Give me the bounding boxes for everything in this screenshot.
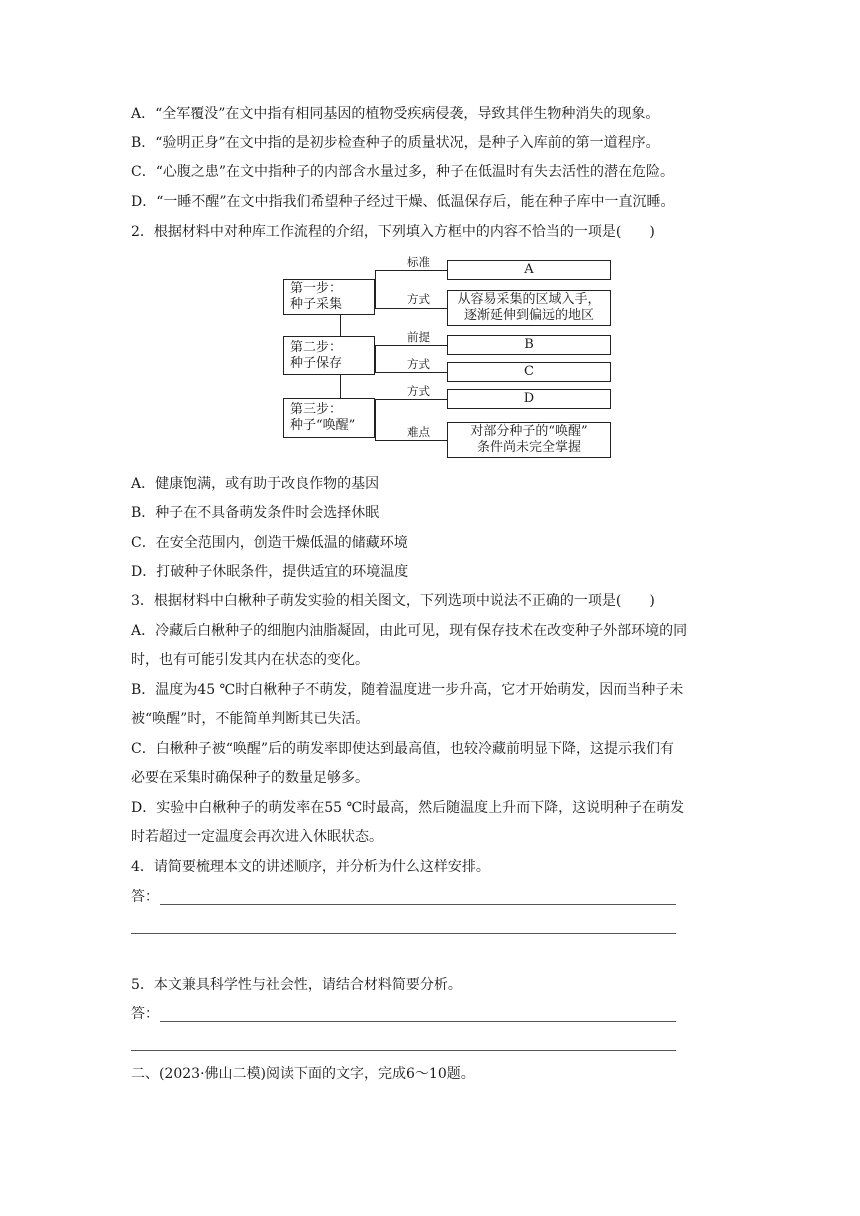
q4-answer-line-1[interactable] xyxy=(160,904,676,905)
label-standard: 标准 xyxy=(407,255,430,269)
q2-option-c: C．在安全范围内，创造干燥低温的储藏环境 xyxy=(131,535,408,551)
q1-option-b: B．“验明正身”在文中指的是初步检查种子的质量状况，是种子入库前的第一道程序。 xyxy=(131,135,660,151)
workflow-diagram xyxy=(283,254,613,464)
box-method-1-line-2: 逐渐延伸到偏远的地区 xyxy=(463,308,594,323)
q5-answer-label: 答： xyxy=(131,1006,159,1022)
q2-option-d: D．打破种子休眠条件，提供适宜的环境温度 xyxy=(131,564,409,580)
q1-option-a: A．“全军覆没”在文中指有相同基因的植物受疾病侵袭，导致其伴生物种消失的现象。 xyxy=(131,106,660,122)
q3-line-6: 必要在采集时确保种子的数量足够多。 xyxy=(131,770,369,786)
box-a: A xyxy=(447,260,611,280)
box-difficulty-line-2: 条件尚未完全掌握 xyxy=(476,440,581,455)
box-d: D xyxy=(447,389,611,409)
q2-option-b: B．种子在不具备萌发条件时会选择休眠 xyxy=(131,505,380,521)
q4-stem: 4．请简要梳理本文的讲述顺序，并分析为什么这样安排。 xyxy=(131,859,490,875)
q5-stem: 5．本文兼具科学性与社会性，请结合材料简要分析。 xyxy=(131,977,462,993)
step3-box xyxy=(283,398,375,438)
box-difficulty xyxy=(447,422,611,458)
step2-title: 第二步： xyxy=(290,339,343,355)
q4-answer-line-2[interactable] xyxy=(131,933,676,934)
q3-line-7: D．实验中白楸种子的萌发率在55 ℃时最高，然后随温度上升而下降，这说明种子在萌发 xyxy=(131,800,685,816)
q3-line-1: A．冷藏后白楸种子的细胞内油脂凝固，由此可见，现有保存技术在改变种子外部环境的同 xyxy=(131,623,688,639)
label-method-1: 方式 xyxy=(407,292,430,306)
q3-line-8: 时若超过一定温度会再次进入休眠状态。 xyxy=(131,829,383,845)
box-method-1-line-1: 从容易采集的区域入手， xyxy=(457,292,601,307)
box-method-1 xyxy=(447,290,611,326)
q3-line-2: 时，也有可能引发其内在状态的变化。 xyxy=(131,652,369,668)
label-method-3: 方式 xyxy=(407,384,430,398)
q3-line-5: C．白楸种子被“唤醒”后的萌发率即使达到最高值，也较冷藏前明显下降，这提示我们有 xyxy=(131,741,675,757)
step1-title: 第一步： xyxy=(290,281,343,296)
box-b: B xyxy=(447,335,611,355)
step2-box xyxy=(283,336,375,375)
step3-title: 第三步： xyxy=(290,402,343,417)
box-c: C xyxy=(447,362,611,382)
label-premise: 前提 xyxy=(407,330,430,344)
q4-answer-label: 答： xyxy=(131,889,159,905)
section-2-heading: 二、(2023·佛山二模)阅读下面的文字，完成6～10题。 xyxy=(131,1066,475,1082)
q3-stem: 3．根据材料中白楸种子萌发实验的相关图文，下列选项中说法不正确的一项是( ) xyxy=(131,593,655,609)
label-difficulty: 难点 xyxy=(407,425,430,439)
q1-option-c: C．“心腹之患”在文中指种子的内部含水量过多，种子在低温时有失去活性的潜在危险。 xyxy=(131,164,675,180)
step2-name: 种子保存 xyxy=(290,355,343,371)
q1-option-d: D．“一睡不醒”在文中指我们希望种子经过干燥、低温保存后，能在种子库中一直沉睡。 xyxy=(131,194,675,210)
q2-option-a: A．健康饱满，或有助于改良作物的基因 xyxy=(131,476,380,492)
q3-line-4: 被“唤醒”时，不能简单判断其已失活。 xyxy=(131,711,370,727)
step3-name: 种子“唤醒” xyxy=(290,418,356,433)
label-method-2: 方式 xyxy=(407,357,430,371)
q2-stem: 2．根据材料中对种库工作流程的介绍，下列填入方框中的内容不恰当的一项是( ) xyxy=(131,224,655,240)
q5-answer-line-2[interactable] xyxy=(131,1050,676,1051)
box-difficulty-line-1: 对部分种子的“唤醒” xyxy=(470,424,588,439)
q3-line-3: B．温度为45 ℃时白楸种子不萌发，随着温度进一步升高，它才开始萌发，因而当种子未 xyxy=(131,682,684,698)
step1-box xyxy=(283,279,375,315)
q5-answer-line-1[interactable] xyxy=(160,1021,676,1022)
step1-name: 种子采集 xyxy=(290,297,343,312)
